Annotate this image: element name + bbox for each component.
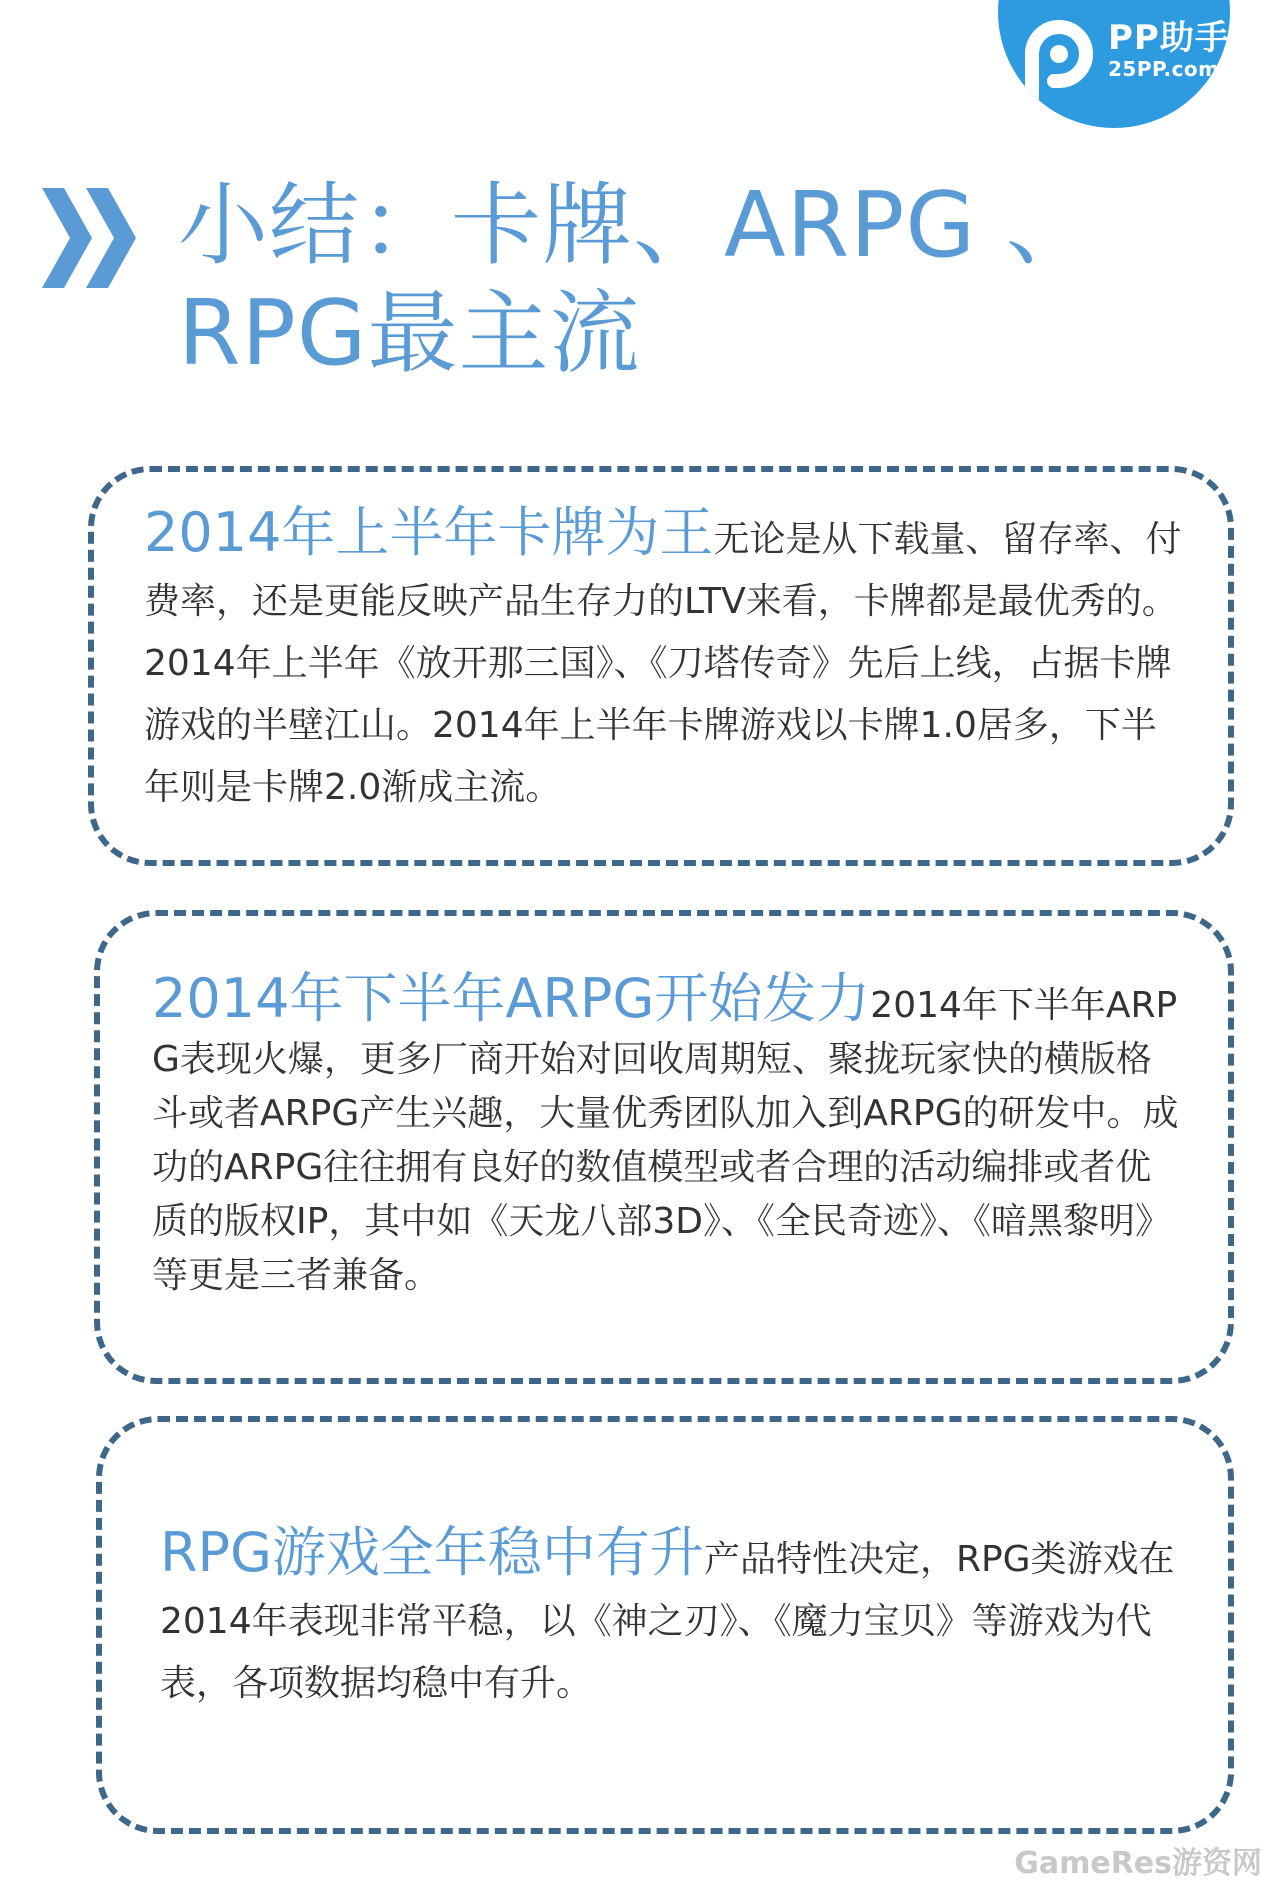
- logo-url: 25PP.com: [1108, 57, 1220, 81]
- card-body-text: 无论是从下载量、留存率、付费率，还是更能反映产品生存力的LTV来看，卡牌都是最优秀的。2014年上半年《放开那三国》、《刀塔传奇》先后上线，占据卡牌游戏的半壁江山。2014年上半年卡牌游戏以卡牌1.0居多，下半年则是卡牌2.0渐成主流。: [144, 519, 1182, 808]
- summary-card-card-games: [88, 466, 1234, 866]
- logo-name: PP助手: [1108, 18, 1230, 58]
- double-chevron-right-icon: [42, 188, 142, 288]
- card-lead: 2014年上半年卡牌为王: [144, 501, 714, 564]
- pp-logo-icon: [1024, 20, 1094, 104]
- card-text: [152, 967, 1186, 1303]
- card-lead: RPG游戏全年稳中有升: [160, 1521, 704, 1584]
- card-text: [160, 1522, 1180, 1715]
- card-body-text: 2014年下半年ARPG表现火爆，更多厂商开始对回收周期短、聚拢玩家快的横版格斗或者ARPG产生兴趣，大量优秀团队加入到ARPG的研发中。成功的ARPG往往拥有良好的数值模型或者合理的活动编排或者优质的版权IP，其中如《天龙八部3D》、《全民奇迹》、《暗黑黎明》等更是三者兼备。: [152, 985, 1179, 1296]
- summary-card-arpg: [94, 910, 1234, 1384]
- page-title: [178, 172, 1178, 388]
- title-line-2: RPG最主流: [178, 281, 641, 386]
- card-body-text: 产品特性决定，RPG类游戏在2014年表现非常平稳，以《神之刃》、《魔力宝贝》等游戏为代表，各项数据均稳中有升。: [160, 1539, 1175, 1704]
- title-line-1: 小结：卡牌、ARPG 、: [178, 173, 1097, 278]
- card-lead: 2014年下半年ARPG开始发力: [152, 967, 871, 1030]
- summary-card-rpg: [96, 1416, 1234, 1834]
- card-text: [144, 502, 1184, 819]
- logo-text: [1108, 18, 1230, 80]
- pp-logo-badge: [998, 0, 1230, 128]
- watermark: GameRes游资网: [1014, 1846, 1262, 1881]
